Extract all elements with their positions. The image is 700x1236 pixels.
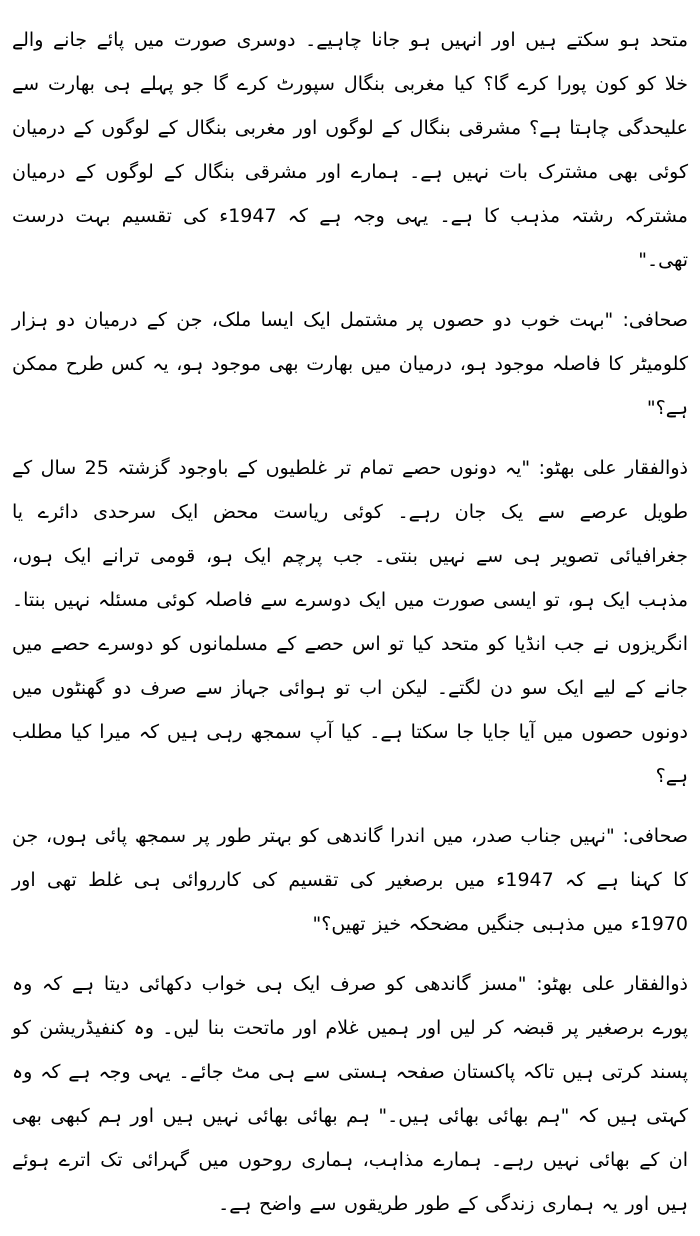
speaker-label: ذوالفقار علی بھٹو: [530, 457, 688, 479]
paragraph-continuation [12, 18, 688, 282]
paragraph-bhutto-answer-1 [12, 446, 688, 798]
paragraph-text: "بہت خوب دو حصوں پر مشتمل ایک ایسا ملک، جن کے درمیان دو ہزار کلومیٹر کا فاصلہ موجود ہو، درمیان میں بھارت بھی موجود ہو، یہ کس طرح ممکن ہے؟" [12, 309, 688, 419]
speaker-label: صحافی: [614, 825, 688, 847]
paragraph-journalist-question-1 [12, 298, 688, 430]
speaker-label: ذوالفقار علی بھٹو: [526, 973, 688, 995]
paragraph-bhutto-answer-2 [12, 962, 688, 1226]
paragraph-text: متحد ہو سکتے ہیں اور انہیں ہو جانا چاہیے۔ دوسری صورت میں پائے جانے والے خلا کو کون پورا کرے گا؟ کیا مغربی بنگال سپورٹ کرے گا جو پہلے ہی بھارت سے علیحدگی چاہتا ہے؟ مشرقی بنگال کے لوگوں اور مغربی بنگال کے لوگوں کے درمیان کوئی بھی مشترک بات نہیں ہے۔ ہمارے اور مشرقی بنگال کے لوگوں کے درمیان مشترکہ رشتہ مذہب کا ہے۔ یہی وجہ ہے کہ 1947ء کی تقسیم بہت درست تھی۔" [12, 29, 688, 271]
speaker-label: صحافی: [613, 309, 689, 331]
paragraph-text: "نہیں جناب صدر، میں اندرا گاندھی کو بہتر طور پر سمجھ پائی ہوں، جن کا کہنا ہے کہ 1947ء میں برصغیر کی تقسیم کی کارروائی ہی غلط تھی اور 1970ء میں مذہبی جنگیں مضحکہ خیز تھیں؟" [12, 825, 688, 935]
paragraph-text: "مسز گاندھی کو صرف ایک ہی خواب دکھائی دیتا ہے کہ وہ پورے برصغیر پر قبضہ کر لیں اور ہمیں غلام اور ماتحت بنا لیں۔ وہ کنفیڈریشن کو پسند کرتی ہیں تاکہ پاکستان صفحہ ہستی سے ہی مٹ جائے۔ یہی وجہ ہے کہ وہ کہتی ہیں کہ "ہم بھائی بھائی ہیں۔" ہم بھائی بھائی نہیں ہیں اور ہم کبھی بھی ان کے بھائی نہیں رہے۔ ہمارے مذاہب، ہماری روحوں میں گہرائی تک اترے ہوئے ہیں اور یہ ہماری زندگی کے طور طریقوں سے واضح ہے۔ [12, 973, 688, 1215]
paragraph-text: "یہ دونوں حصے تمام تر غلطیوں کے باوجود گزشتہ 25 سال کے طویل عرصے سے یک جان رہے۔ کوئی ریاست محض ایک سرحدی دائرے یا جغرافیائی تصویر ہی سے نہیں بنتی۔ جب پرچم ایک ہو، قومی ترانے ایک ہوں، مذہب ایک ہو، تو ایسی صورت میں ایک دوسرے سے فاصلہ کوئی مسئلہ نہیں بنتا۔ انگریزوں نے جب انڈیا کو متحد کیا تو اس حصے کے مسلمانوں کو دوسرے حصے میں جانے کے لیے ایک سو دن لگتے۔ لیکن اب تو ہوائی جہاز سے صرف دو گھنٹوں میں دونوں حصوں میں آیا جایا جا سکتا ہے۔ کیا آپ سمجھ رہی ہیں کہ میرا کیا مطلب ہے؟ [12, 457, 688, 787]
paragraph-journalist-question-2 [12, 814, 688, 946]
